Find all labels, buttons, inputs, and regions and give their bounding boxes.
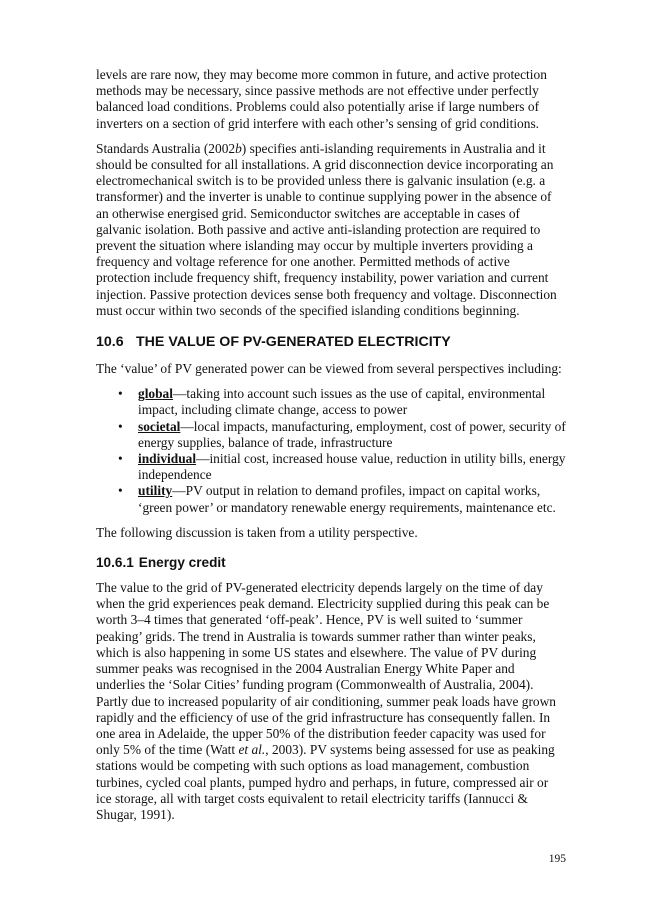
section-intro: The ‘value’ of PV generated power can be viewed from several perspectives including: <box>96 361 562 377</box>
section-followup: The following discussion is taken from a utility perspective. <box>96 524 418 540</box>
paragraph-text-start: The value to the grid of PV-generated electricity depends largely on the time of day when the grid experiences peak demand. Electricity supplied during this peak can be worth 3–4 times that generated ‘off-peak’. Hence, PV is well suited to ‘summer peaking’ grids. The trend in Australia is towards summer rather than winter peaks, which is also happening in some US states and elsewhere. The value of PV during summer peaks was recognised in the 2004 Australian Energy White Paper and underlies the ‘Solar Cities’ funding program (Commonwealth of Australia, 2004). Partly due to increased popularity of air conditioning, summer peak loads have grown rapidly and the efficiency of use of the grid infrastructure has consequently fallen. In one area in Adelaide, the upper 50% of the distribution feeder capacity was used for only 5% of the time (Watt <box>96 580 556 758</box>
paragraph-text-rest: , 2003). PV systems being assessed for use as peaking stations would be competing with such options as load management, combustion turbines, cycled coal plants, pumped hydro and perhaps, in future, compressed air or ice storage, all with target costs equivalent to retail electricity tariffs (Iannucci & Shugar, 1991). <box>96 742 555 822</box>
perspectives-list <box>96 386 566 516</box>
section-title: THE VALUE OF PV-GENERATED ELECTRICITY <box>136 334 451 351</box>
bullet-icon: • <box>118 386 123 402</box>
list-item <box>118 483 566 515</box>
paragraph-text-start: Standards Australia (2002 <box>96 140 236 156</box>
list-item-text: —initial cost, increased house value, reduction in utility bills, energy independence <box>138 451 566 483</box>
term-global: global <box>138 386 173 402</box>
document-page <box>96 67 566 832</box>
term-individual: individual <box>138 451 197 467</box>
list-item <box>118 451 566 483</box>
subsection-title: Energy credit <box>138 555 226 571</box>
subsection-number: 10.6.1 <box>96 555 134 571</box>
bullet-icon: • <box>118 418 123 434</box>
citation-et-al: et al. <box>238 742 266 758</box>
subsection-heading <box>96 554 566 571</box>
paragraph-energy-credit <box>96 580 566 823</box>
list-item-text: —PV output in relation to demand profiles, impact on capital works, ‘green power’ or mandatory renewable energy requirements, maintenance etc. <box>138 483 556 515</box>
list-item-text: —local impacts, manufacturing, employment, cost of power, security of energy supplies, balance of trade, infrastructure <box>138 418 566 450</box>
term-societal: societal <box>138 418 181 434</box>
page-number: 195 <box>548 853 566 865</box>
bullet-icon: • <box>118 451 123 467</box>
paragraph-standards-australia <box>96 141 566 319</box>
section-heading <box>96 334 566 351</box>
paragraph-text-rest: ) specifies anti-islanding requirements in Australia and it should be consulted for all installations. A grid disconnection device incorporating an electromechanical switch is to be provided unless there is galvanic insulation (e.g. a transformer) and the inverter is unable to continue supplying power in the absence of an otherwise energised grid. Semiconductor switches are acceptable in cases of galvanic isolation. Both passive and active anti-islanding protection are required to prevent the situation where islanding may occur by multiple inverters providing a frequency and voltage reference for one another. Permitted methods of active protection include frequency shift, frequency instability, power variation and current injection. Passive protection devices sense both frequency and voltage. Disconnection must occur within two seconds of the specified islanding conditions beginning. <box>96 140 557 318</box>
bullet-icon: • <box>118 483 123 499</box>
term-utility: utility <box>138 483 173 499</box>
list-item <box>118 418 566 451</box>
list-item <box>118 386 566 418</box>
paragraph-anti-islanding-intro: levels are rare now, they may become more common in future, and active protection methods may be necessary, since passive methods are not effective under perfectly balanced load conditions. Problems could also potentially arise if large numbers of inverters on a section of grid interfere with each other’s sensing of grid conditions. <box>96 67 547 131</box>
citation-suffix: b <box>235 140 242 156</box>
list-item-text: —taking into account such issues as the use of capital, environmental impact, including climate change, access to power <box>138 386 546 418</box>
section-number: 10.6 <box>96 334 124 351</box>
